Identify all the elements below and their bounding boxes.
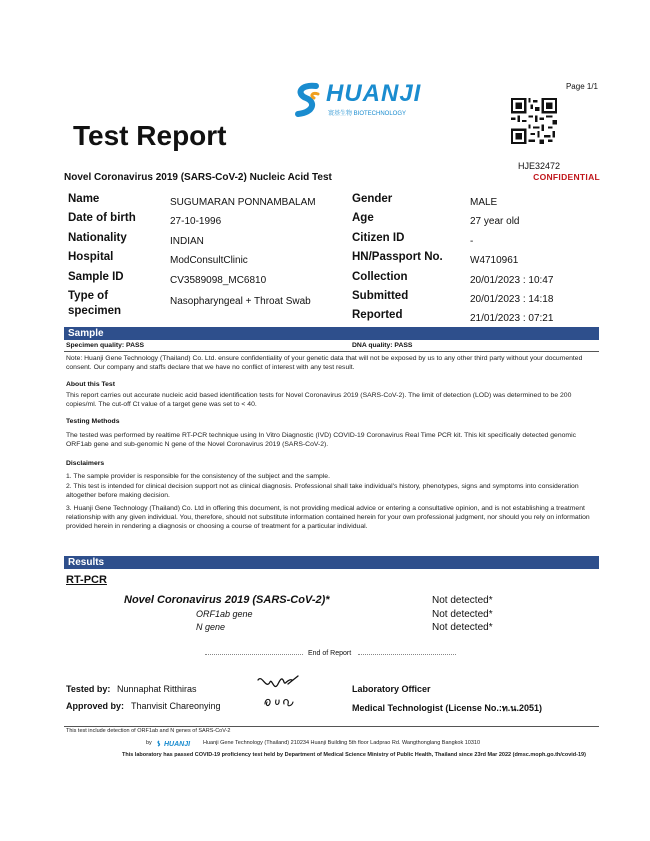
page-number: Page 1/1 — [565, 82, 598, 91]
logo-swirl-icon — [290, 80, 326, 120]
end-divider-right — [358, 654, 456, 655]
specimen-quality: Specimen quality: PASS — [66, 342, 145, 349]
end-of-report: End of Report — [308, 650, 352, 657]
about-test-title: About this Test — [66, 381, 115, 388]
submitted-label: Submitted — [352, 290, 409, 302]
dob-label: Date of birth — [68, 212, 136, 224]
results-target: Novel Coronavirus 2019 (SARS-CoV-2)* — [124, 594, 330, 606]
tested-by-name: Nunnaphat Ritthiras — [117, 684, 197, 694]
approved-by-label: Approved by: — [66, 701, 125, 711]
logo-subtitle: 寰基生物 BIOTECHNOLOGY — [328, 111, 407, 117]
footer-note: This test include detection of ORF1ab and N genes of SARS-CoV-2 — [66, 728, 231, 734]
company-logo — [290, 78, 430, 122]
results-target-value: Not detected* — [432, 595, 493, 606]
footer-divider — [64, 726, 599, 727]
tester-signature-icon — [254, 672, 304, 696]
end-divider-left — [205, 654, 303, 655]
results-section-header: Results — [64, 556, 599, 569]
footer-logo-icon — [156, 738, 194, 748]
results-gene-2-value: Not detected* — [432, 622, 493, 633]
confidentiality-note: Note: Huanji Gene Technology (Thailand) Co. Ltd. ensure confidentiality of your genetic data that will not be exposed by us to any other third party without your documented consent. Our company and staffs declare that we have no conflict of interest with any test result. — [66, 355, 583, 371]
specimen-type-label-line2: specimen — [68, 305, 122, 317]
age-label: Age — [352, 212, 374, 224]
report-title: Test Report — [73, 120, 227, 151]
citizen-id-label: Citizen ID — [352, 232, 405, 244]
footer-by: by — [146, 740, 152, 746]
disclaimer-2: 2. This test is intended for clinical decision support not as clinical diagnosis. Professional shall take individual's history, phenotypes, signs and symptoms into consideration altogether before making decision. — [66, 483, 579, 499]
report-subtitle: Novel Coronavirus 2019 (SARS-CoV-2) Nucleic Acid Test — [64, 172, 332, 183]
sample-id-value: CV3589098_MC6810 — [170, 275, 267, 286]
logo-wordmark: HUANJI — [326, 80, 422, 107]
qr-code-icon — [511, 98, 557, 144]
sample-id-label: Sample ID — [68, 271, 124, 283]
name-label: Name — [68, 193, 100, 205]
gender-value: MALE — [470, 197, 498, 208]
passport-label: HN/Passport No. — [352, 251, 443, 263]
results-gene-1: ORF1ab gene — [196, 609, 253, 619]
specimen-type-value: Nasopharyngeal + Throat Swab — [170, 296, 311, 307]
collection-value: 20/01/2023 : 10:47 — [470, 275, 554, 286]
collection-label: Collection — [352, 271, 408, 283]
specimen-type-label-line1: Type of — [68, 290, 109, 302]
med-tech-title: Medical Technologist (License No.:ท.น.2051) — [352, 703, 542, 713]
results-gene-2: N gene — [196, 622, 226, 632]
approved-by-name: Thanvisit Chareonying — [131, 701, 221, 711]
citizen-id-value: - — [470, 236, 474, 247]
reported-value: 21/01/2023 : 07:21 — [470, 313, 554, 324]
nationality-label: Nationality — [68, 232, 127, 244]
nationality-value: INDIAN — [170, 236, 204, 247]
testing-methods-text: The tested was performed by realtime RT-PCR technique using In Vitro Diagnostic (IVD) COVID-19 Coronavirus Real Time PCR kit. This kit specifically detected genomic ORF1ab gene and sub-genomic N gene of the Novel Coronavirus 2019 (SARS-CoV-2). — [66, 432, 576, 448]
report-reference-number: HJE32472 — [517, 161, 560, 171]
hospital-label: Hospital — [68, 251, 114, 263]
confidential-label: CONFIDENTIAL — [533, 172, 600, 182]
results-method: RT-PCR — [66, 574, 107, 586]
testing-methods-title: Testing Methods — [66, 418, 120, 425]
age-value: 27 year old — [470, 216, 520, 227]
passport-value: W4710961 — [470, 255, 519, 266]
disclaimer-1: 1. The sample provider is responsible for the consistency of the subject and the sample. — [66, 473, 330, 480]
name-value: SUGUMARAN PONNAMBALAM — [170, 197, 316, 208]
svg-text:HUANJI: HUANJI — [164, 741, 191, 748]
approver-signature-icon — [262, 694, 296, 710]
submitted-value: 20/01/2023 : 14:18 — [470, 294, 554, 305]
disclaimer-3: 3. Huanji Gene Technology (Thailand) Co. Ltd in offering this document, is not providing medical advice or entering a consultative opinion, and is not establishing a treatment relationship with any given individual. You, therefore, should not substitute information contained herein for your own professional judgment, nor should you rely on information provided herein in rendering a diagnosis or choosing a course of treatment for a particular individual. — [66, 505, 590, 530]
footer-address: Huanji Gene Technology (Thailand) 210234 Huanji Building 5th floor Ladprao Rd. Wangthonglang Bangkok 10310 — [203, 740, 481, 746]
footer-proficiency: This laboratory has passed COVID-19 proficiency test held by Department of Medical Science Ministry of Public Health, Thailand since 23rd Mar 2022 (dmsc.moph.go.th/covid-19) — [122, 752, 586, 758]
about-test-text: This report carries out accurate nucleic acid based identification tests for Novel Coronavirus 2019 (SARS-CoV-2). The limit of detection (LOD) was determined to be 200 copies/ml. The cut-off Ct value of a target gene was set to < 40. — [66, 392, 572, 408]
disclaimers-title: Disclaimers — [66, 460, 105, 467]
lab-officer-title: Laboratory Officer — [352, 684, 431, 694]
gender-label: Gender — [352, 193, 393, 205]
reported-label: Reported — [352, 309, 403, 321]
hospital-value: ModConsultClinic — [170, 255, 248, 266]
sample-section-header: Sample — [64, 327, 599, 340]
tested-by-label: Tested by: — [66, 684, 111, 694]
dna-quality: DNA quality: PASS — [352, 342, 413, 349]
sample-divider — [64, 351, 599, 352]
dob-value: 27-10-1996 — [170, 216, 222, 227]
results-gene-1-value: Not detected* — [432, 609, 493, 620]
